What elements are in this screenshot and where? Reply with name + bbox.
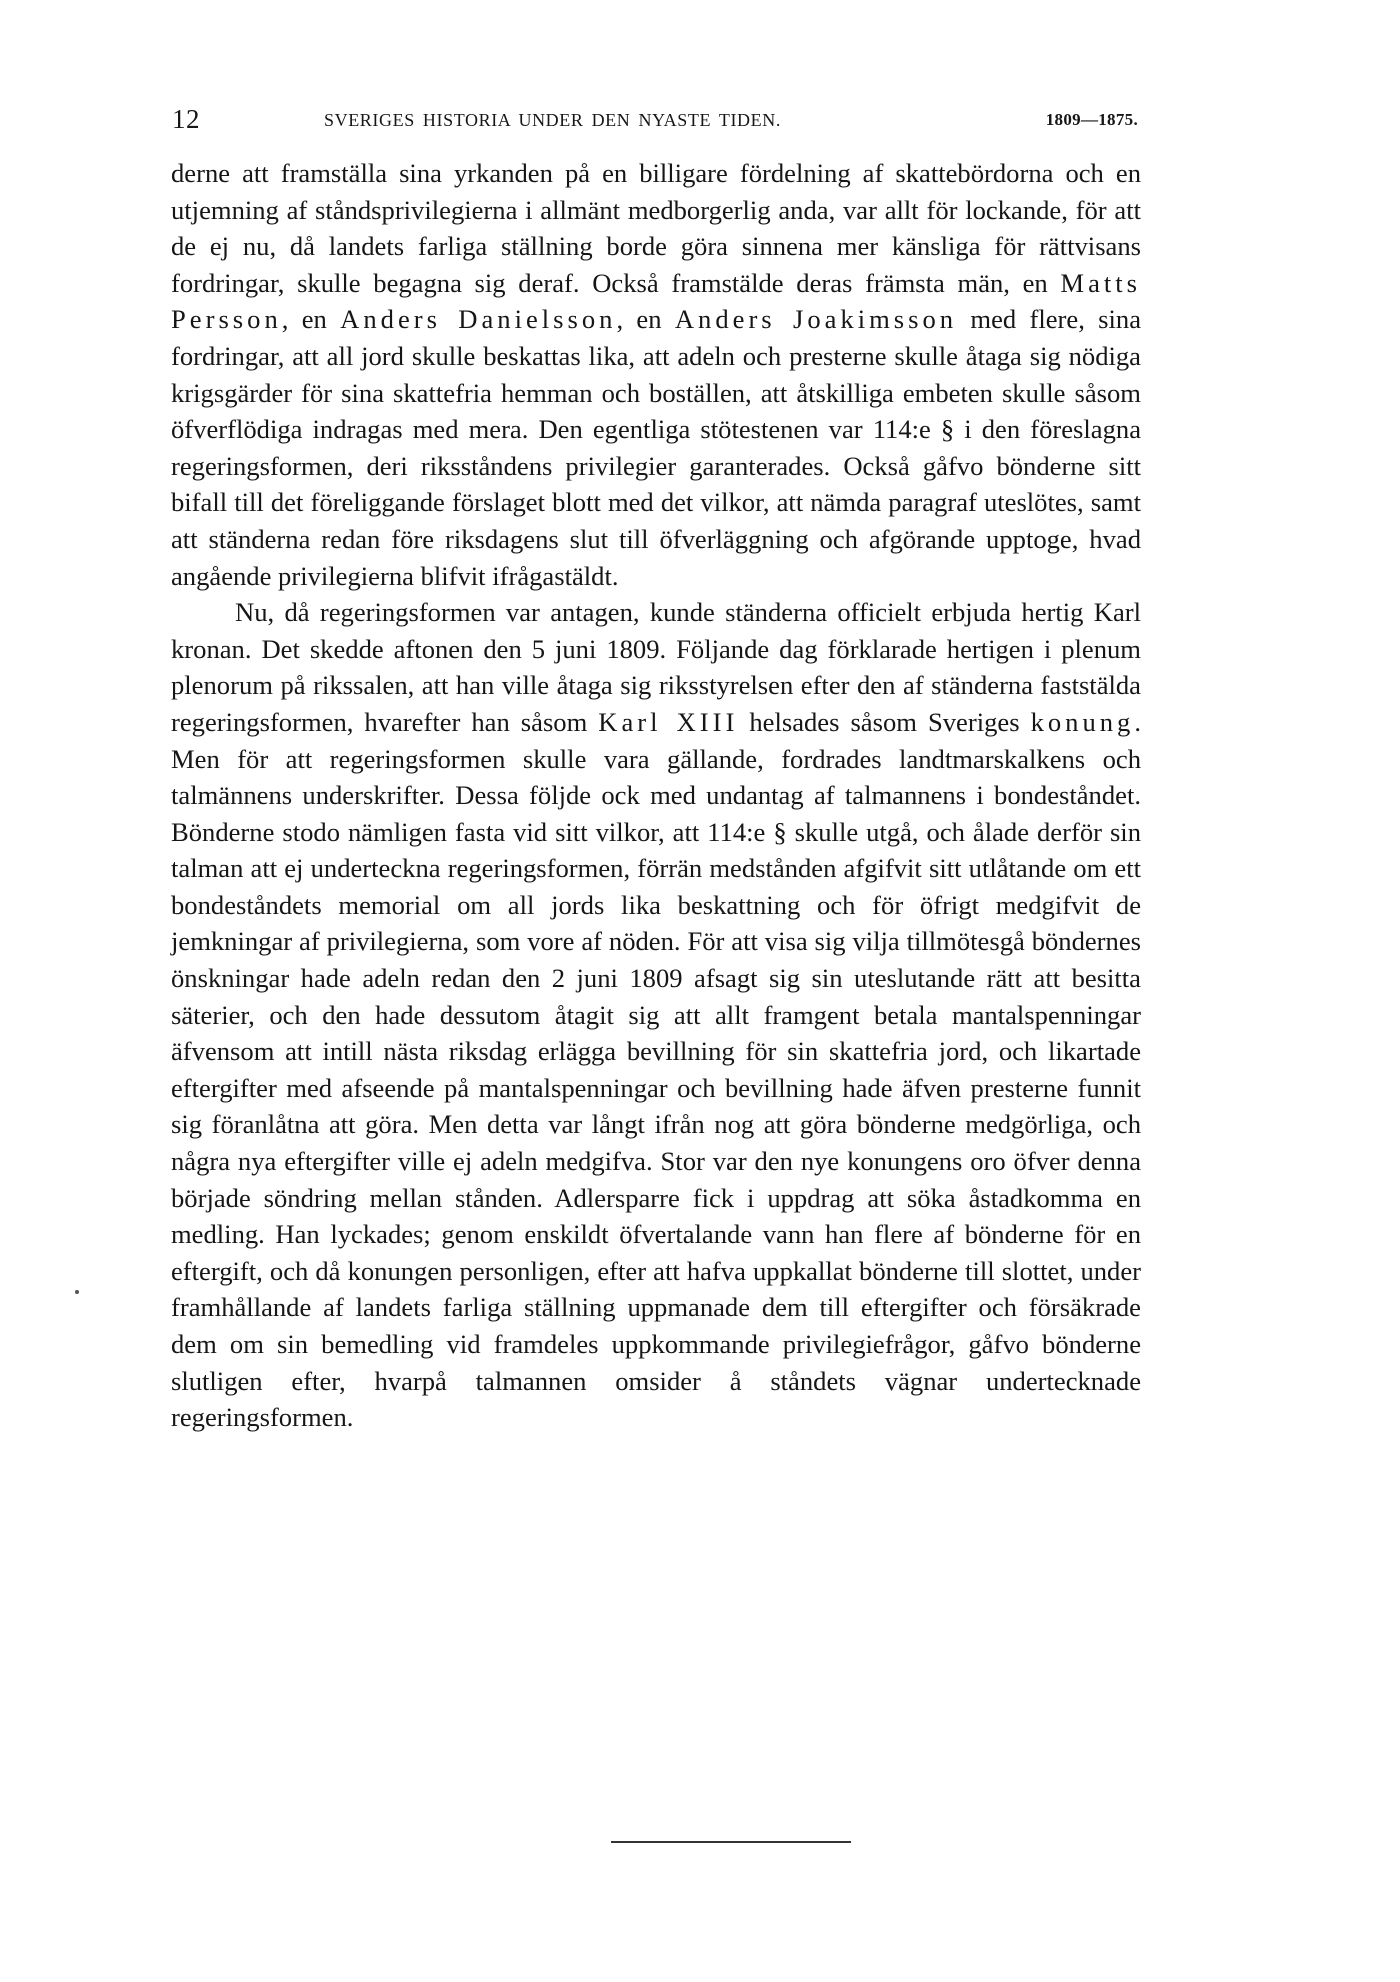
paragraph-text: , en	[616, 304, 675, 335]
running-title: SVERIGES HISTORIA UNDER DEN NYASTE TIDEN.	[324, 110, 781, 130]
paragraph-text: derne att framställa sina yrkanden på en billigare fördelning af skattebördorna och en utjemning af ståndsprivilegierna i allmänt medborgerlig anda, var allt för lockande, för att de ej nu, då landets farliga ställning borde göra sinnena mer känsliga för rättvisans fordringar, skulle begagna sig deraf. Också framstälde deras främsta män, en	[171, 158, 1141, 298]
body-text	[171, 155, 1141, 1436]
person-name: Anders Danielsson	[340, 304, 617, 335]
paragraph-continued	[171, 155, 1141, 594]
person-name: Anders Joakimsson	[674, 304, 958, 335]
paragraph-text: Nu, då regeringsformen var antagen, kunde ständerna officielt erbjuda hertig Karl kronan. Det skedde aftonen den 5 juni 1809. Följande dag förklarade hertigen i plenum plenorum på rikssalen, att han ville åtaga sig riksstyrelsen efter den af ständerna faststälda regeringsformen, hvarefter han såsom	[171, 597, 1141, 737]
section-end-rule	[611, 1841, 851, 1843]
emphasized-word: konung	[1030, 706, 1135, 737]
paragraph-text: . Men för att regeringsformen skulle vara gällande, fordrades landtmarskalkens och talmännens underskrifter. Dessa följde ock med undantag af talmannens i bondeståndet. Bönderne stodo nämligen fasta vid sitt vilkor, att 114:e § skulle utgå, och ålade derför sin talman att ej underteckna regeringsformen, förrän medstånden afgifvit sitt utlåtande om ett bondeståndets memorial om all jords lika beskattning och för öfrigt medgifvit de jemkningar af privilegierna, som vore af nöden. För att visa sig vilja tillmötesgå böndernes önskningar hade adeln redan den 2 juni 1809 afsagt sig sin uteslutande rätt att besitta säterier, och den hade dessutom åtagit sig att allt framgent betala mantalspenningar äfvensom att intill nästa riksdag erlägga bevillning för sin skattefria jord, och likartade eftergifter med afseende på mantalspenningar och bevillning hade äfven presterne funnit sig föranlåtna att göra. Men detta var långt ifrån nog att göra bönderne medgörliga, och några nya eftergifter ville ej adeln medgifva. Stor var den nye konungens oro öfver denna började söndring mellan stånden. Adlersparre fick i uppdrag att söka åstadkomma en medling. Han lyckades; genom enskildt öfvertalande vann han flere af bönderne för en eftergift, och då konungen personligen, efter att hafva uppkallat bönderne till slottet, under framhållande af landets farliga ställning uppmanade dem till eftergifter och försäkrade dem om sin bemedling vid framdeles uppkommande privilegiefrågor, gåfvo bönderne slutligen efter, hvarpå talmannen omsider å ståndets vägnar undertecknade regeringsformen.	[171, 706, 1141, 1433]
running-head	[172, 104, 1138, 136]
paragraph-text: , en	[281, 304, 341, 335]
scan-speck	[75, 1290, 79, 1294]
page-number: 12	[172, 104, 200, 134]
paragraph	[171, 594, 1141, 1436]
paragraph-text: helsades såsom Sveriges	[738, 706, 1031, 737]
running-years: 1809—1875.	[1045, 110, 1138, 129]
person-name: Matts Persson	[171, 267, 1141, 335]
paragraph-text: med flere, sina fordringar, att all jord skulle beskattas lika, att adeln och presterne skulle åtaga sig nödiga krigsgärder för sina skattefria hemman och boställen, att åtskilliga embeten skulle såsom öfverflödiga indragas med mera. Den egentliga stötestenen var 114:e § i den föreslagna regeringsformen, deri riksståndens privilegier garanterades. Också gåfvo bönderne sitt bifall till det föreliggande förslaget blott med det vilkor, att nämda paragraf uteslötes, samt att ständerna redan före riksdagens slut till öfverläggning och afgörande upptoge, hvad angående privilegierna blifvit ifrågastäldt.	[171, 304, 1142, 591]
king-name: Karl XIII	[598, 706, 739, 737]
